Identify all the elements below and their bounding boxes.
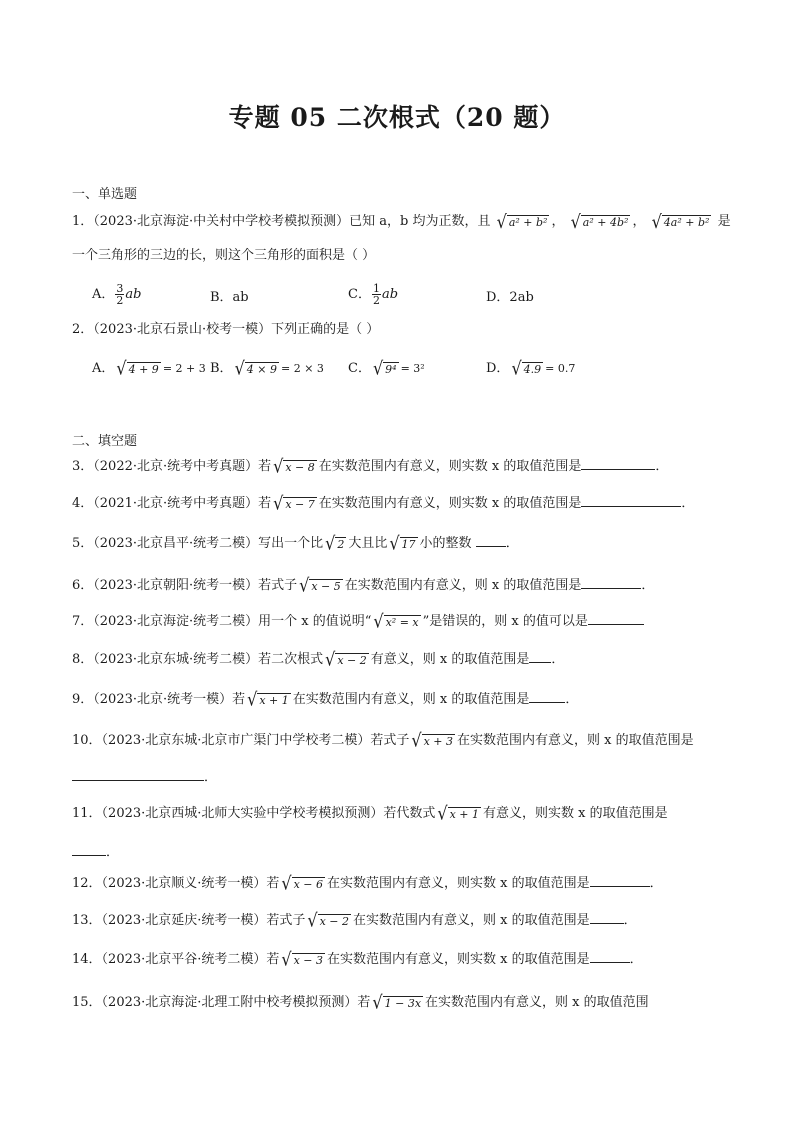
answer-blank[interactable] <box>590 909 624 924</box>
answer-blank[interactable] <box>476 532 506 547</box>
q1-option-b[interactable]: B．ab <box>210 290 249 305</box>
answer-blank[interactable] <box>529 648 551 663</box>
section-heading-single-choice: 一、单选题 <box>72 187 138 202</box>
question-15: 15．（2023·北京海淀·北理工附中校考模拟预测）若 √ 1 − 3x 在实数范围内有意义，则 x 的取值范围 <box>72 991 649 1014</box>
fraction: $\frac{3}{2}$ <box>116 282 124 307</box>
q1-option-c[interactable]: C． $\frac{1}{2}$ ab <box>348 282 399 307</box>
q1-option-d[interactable]: D．2ab <box>486 290 534 305</box>
page-title: 专题 05 二次根式（20 题） <box>228 103 566 132</box>
question-14: 14．（2023·北京平谷·统考二模）若 √ x − 3 在实数范围内有意义，则实数 x 的取值范围是 ． <box>72 948 643 971</box>
q2-option-b[interactable]: B． √ 4 × 9 = 2 × 3 <box>210 357 324 380</box>
answer-blank[interactable] <box>581 455 655 470</box>
question-9: 9．（2023·北京·统考一模）若 √ x + 1 在实数范围内有意义，则 x 的取值范围是 ． <box>72 688 579 711</box>
answer-blank[interactable] <box>72 766 204 781</box>
answer-blank[interactable] <box>581 492 681 507</box>
question-5: 5．（2023·北京昌平·统考二模）写出一个比 √ 2 大且比 √ 17 小的整数 ． <box>72 532 519 555</box>
q2-option-d[interactable]: D． √ 4.9 = 0.7 <box>486 357 576 380</box>
q1-prefix: 1．（2023·北京海淀·中关村中学校考模拟预测）已知 a，b 均为正数，且 <box>72 214 491 229</box>
question-2: 2．（2023·北京石景山·校考一模）下列正确的是（ ） <box>72 322 380 337</box>
answer-blank[interactable] <box>529 688 565 703</box>
section-heading-fill-blank: 二、填空题 <box>72 434 138 449</box>
question-11: 11．（2023·北京西城·北师大实验中学校考模拟预测）若代数式 √ x + 1 有意义，则实数 x 的取值范围是 <box>72 802 668 825</box>
q1-suffix: 是 <box>717 214 731 229</box>
question-12: 12．（2023·北京顺义·统考一模）若 √ x − 6 在实数范围内有意义，则实数 x 的取值范围是 ． <box>72 872 663 895</box>
fraction: $\frac{1}{2}$ <box>372 282 380 307</box>
radical: √ a² + 4b² <box>570 210 629 233</box>
answer-blank[interactable] <box>590 872 650 887</box>
radical: √ a² + b² <box>496 210 548 233</box>
radical: √ 4a² + b² <box>651 210 710 233</box>
answer-blank[interactable] <box>581 574 641 589</box>
question-7: 7．（2023·北京海淀·统考二模）用一个 x 的值说明“ √ x² = x ”是错误的，则 x 的值可以是 <box>72 610 644 632</box>
question-10: 10．（2023·北京东城·北京市广渠门中学校考二模）若式子 √ x + 3 在实数范围内有意义，则 x 的取值范围是 <box>72 729 694 752</box>
question-8: 8．（2023·北京东城·统考二模）若二次根式 √ x − 2 有意义，则 x 的取值范围是 ． <box>72 648 565 671</box>
answer-blank[interactable] <box>590 948 630 963</box>
q2-option-c[interactable]: C． √ 9⁴ = 3² <box>348 357 425 380</box>
question-1: 1．（2023·北京海淀·中关村中学校考模拟预测）已知 a，b 均为正数，且 √ a² + b² ， √ a² + 4b² ， √ 4a² + b² 是 <box>72 210 731 233</box>
question-13: 13．（2023·北京延庆·统考一模）若式子 √ x − 2 在实数范围内有意义，则 x 的取值范围是 ． <box>72 909 637 932</box>
question-4: 4．（2021·北京·统考中考真题）若 √ x − 7 在实数范围内有意义，则实数 x 的取值范围是 ． <box>72 492 695 515</box>
question-11-line2: ． <box>72 841 119 863</box>
question-6: 6．（2023·北京朝阳·统考一模）若式子 √ x − 5 在实数范围内有意义，则 x 的取值范围是 ． <box>72 574 655 597</box>
answer-blank[interactable] <box>588 610 644 625</box>
answer-blank[interactable] <box>72 841 106 856</box>
question-3: 3．（2022·北京·统考中考真题）若 √ x − 8 在实数范围内有意义，则实数 x 的取值范围是 ． <box>72 455 669 478</box>
question-1-line2: 一个三角形的三边的长，则这个三角形的面积是（ ） <box>72 248 376 263</box>
q2-option-a[interactable]: A． √ 4 + 9 = 2 + 3 <box>92 357 206 380</box>
question-10-line2: ． <box>72 766 217 788</box>
q1-option-a[interactable]: A． $\frac{3}{2}$ ab <box>92 282 142 307</box>
